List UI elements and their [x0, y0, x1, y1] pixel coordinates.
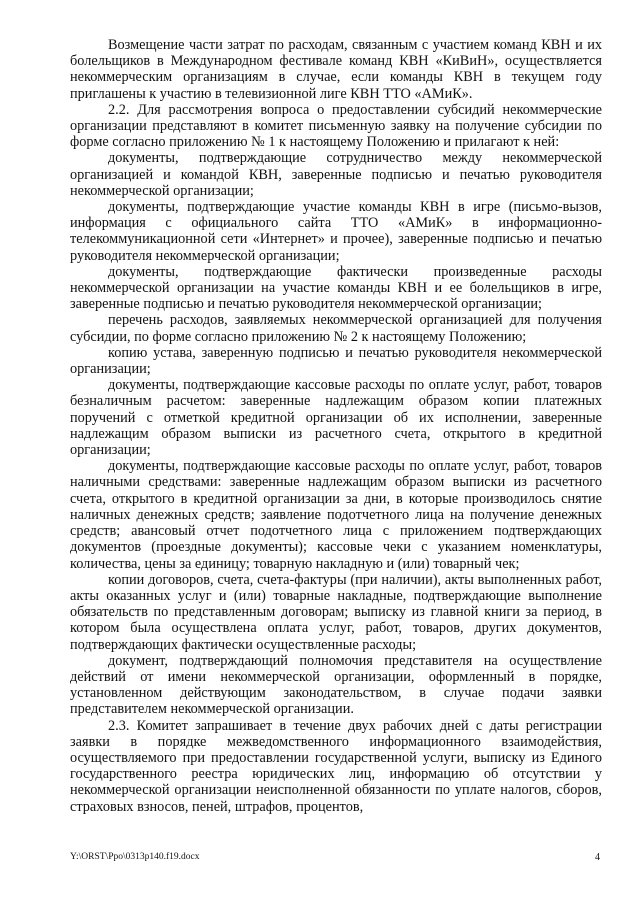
paragraph-cashless-docs: документы, подтверждающие кассовые расходы по оплате услуг, работ, товаров безналичным расчетом: заверенные надлежащим образом копии платежных поручений с отметкой кредитной организации об их исполнении, заверенные надлежащим образом выписки из расчетного счета, открытого в кредитной организации; — [70, 377, 602, 459]
paragraph-expense-list: перечень расходов, заявляемых некоммерческой организацией для получения субсидии, по форме согласно приложению № 2 к настоящему Положению; — [70, 312, 602, 345]
page-number: 4 — [595, 852, 600, 863]
paragraph-charter-copy: копию устава, заверенную подписью и печатью руководителя некоммерческой организации; — [70, 344, 602, 378]
document-body — [70, 37, 602, 815]
paragraph-kivin-reimbursement: Возмещение части затрат по расходам, связанным с участием команд КВН и их болельщиков в Международном фестивале команд КВН «КиВиН», осуществляется некоммерческим организациям в случае, если команды КВН в текущем году приглашены к участию в телевизионной лиге КВН ТТО «АМиК». — [70, 37, 602, 102]
paragraph-contract-copies: копии договоров, счета, счета-фактуры (при наличии), акты выполненных работ, акты оказанных услуг и (или) товарные накладные, подтверждающие выполнение обязательств по представленным договорам; выписку из главной книги за период, в котором была осуществлена оплата услуг, работ, товаров, других документов, подтверждающих фактически осуществленные расходы; — [70, 571, 602, 653]
paragraph-cash-docs: документы, подтверждающие кассовые расходы по оплате услуг, работ, товаров наличными средствами: заверенные надлежащим образом выписки из расчетного счета, открытого в кредитной организации за дни, в которые производилось снятие наличных денежных средств; заявление подотчетного лица на получение денежных средств; авансовый отчет подотчетного лица с приложением подтверждающих документов (проездные документы); кассовые чеки с указанием номенклатуры, количества, цены за единицу; товарную накладную и (или) товарный чек; — [70, 458, 602, 572]
paragraph-2-2: 2.2. Для рассмотрения вопроса о предоставлении субсидий некоммерческие организации представляют в комитет письменную заявку на получение субсидии по форме согласно приложению № 1 к настоящему Положению и прилагают к ней: — [70, 101, 602, 151]
paragraph-cooperation-docs: документы, подтверждающие сотрудничество между некоммерческой организацией и командой КВН, заверенные подписью и печатью руководителя некоммерческой организации; — [70, 150, 602, 199]
paragraph-authority-doc: документ, подтверждающий полномочия представителя на осуществление действий от имени некоммерческой организации, оформленный в порядке, установленном действующим законодательством, в случае подачи заявки представителем некоммерческой организации. — [70, 652, 602, 718]
paragraph-2-3: 2.3. Комитет запрашивает в течение двух рабочих дней с даты регистрации заявки в порядке межведомственного информационного взаимодействия, осуществляемого при предоставлении государственной услуги, выписку из Единого государственного реестра юридических лиц, информацию об отсутствии у некоммерческой организации неисполненной обязанности по уплате налогов, сборов, страховых взносов, пеней, штрафов, процентов, — [70, 717, 602, 815]
paragraph-expense-docs: документы, подтверждающие фактически произведенные расходы некоммерческой организации на участие команды КВН и ее болельщиков в игре, заверенные подписью и печатью руководителя некоммерческой организации; — [70, 263, 602, 313]
paragraph-participation-docs: документы, подтверждающие участие команды КВН в игре (письмо-вызов, информация с официального сайта ТТО «АМиК» в информационно-телекоммуникационной сети «Интернет» и прочее), заверенные подписью и печатью руководителя некоммерческой организации; — [70, 199, 602, 264]
footer-file-path: Y:\ORST\Ppo\0313p140.f19.docx — [70, 852, 200, 862]
